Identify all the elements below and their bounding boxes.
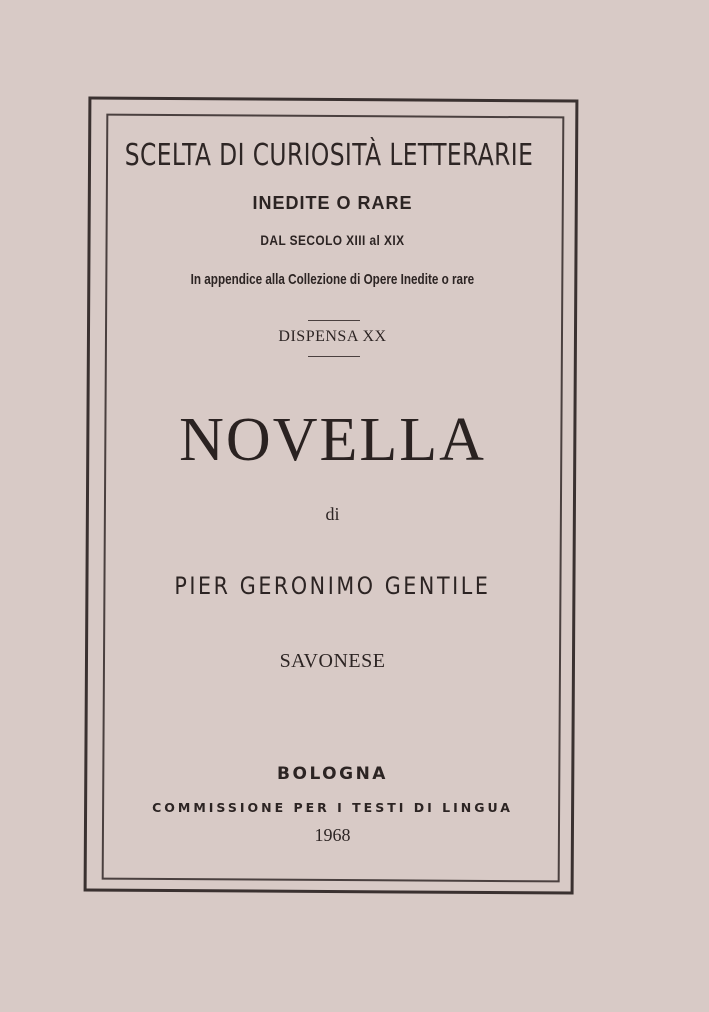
appendix-note: In appendice alla Collezione di Opere Inedite o rare [190,271,475,288]
series-period: DAL SECOLO XIII al XIX [260,232,405,248]
imprint-publisher: COMMISSIONE PER I TESTI DI LINGUA [152,800,513,815]
book-title: NOVELLA [179,406,486,474]
imprint-year: 1968 [314,825,351,845]
series-subtitle: INEDITE O RARE [252,193,413,213]
author-origin: SAVONESE [279,650,386,672]
issue-label: DISPENSA XX [278,328,387,345]
divider-rule-bottom [308,356,360,357]
divider-rule-top [308,320,360,321]
author-name: PIER GERONIMO GENTILE [174,572,491,600]
imprint-city: BOLOGNA [277,764,388,784]
by-label: di [325,504,340,524]
series-title: SCELTA DI CURIOSITÀ LETTERARIE [124,138,534,173]
